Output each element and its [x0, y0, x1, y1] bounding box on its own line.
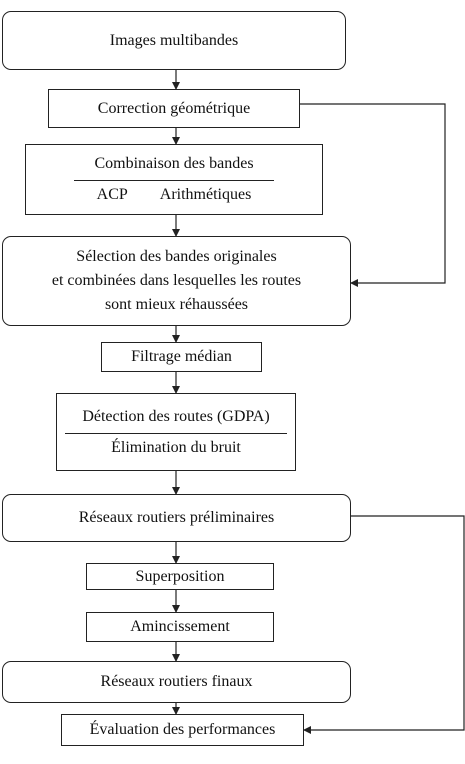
reseaux-preliminaires-label: Réseaux routiers préliminaires [78, 509, 275, 526]
combinaison-options [97, 183, 252, 207]
filtrage-median-box [101, 342, 262, 372]
detection-subtitle: Élimination du bruit [111, 438, 241, 456]
combinaison-bandes-box [25, 144, 323, 215]
option-acp: ACP [96, 186, 128, 203]
amincissement-label: Amincissement [130, 618, 230, 635]
selection-line-2: et combinées dans lesquelles les routes [51, 272, 302, 289]
reseaux-finaux-label: Réseaux routiers finaux [100, 673, 253, 690]
evaluation-performances-box [61, 714, 304, 746]
superposition-label: Superposition [135, 567, 225, 585]
superposition-box [86, 563, 274, 590]
images-multibandes-box [2, 11, 346, 70]
amincissement-box [86, 612, 274, 642]
option-arithmetiques: Arithmétiques [159, 186, 252, 203]
selection-bandes-box [2, 236, 351, 326]
reseaux-preliminaires-box [2, 494, 351, 542]
detection-title: Détection des routes (GDPA) [82, 407, 270, 425]
selection-line-3: sont mieux réhaussées [104, 296, 249, 313]
detection-divider [65, 433, 287, 434]
combinaison-divider [74, 180, 274, 181]
images-multibandes-label: Images multibandes [109, 31, 239, 49]
combinaison-title: Combinaison des bandes [94, 155, 254, 172]
detection-routes-box [56, 393, 296, 471]
correction-geometrique-label: Correction géométrique [97, 99, 251, 117]
filtrage-median-label: Filtrage médian [131, 348, 232, 365]
correction-geometrique-box [48, 89, 300, 128]
reseaux-finaux-box [2, 661, 351, 703]
evaluation-performances-label: Évaluation des performances [89, 721, 276, 738]
selection-line-1: Sélection des bandes originales [76, 248, 277, 265]
